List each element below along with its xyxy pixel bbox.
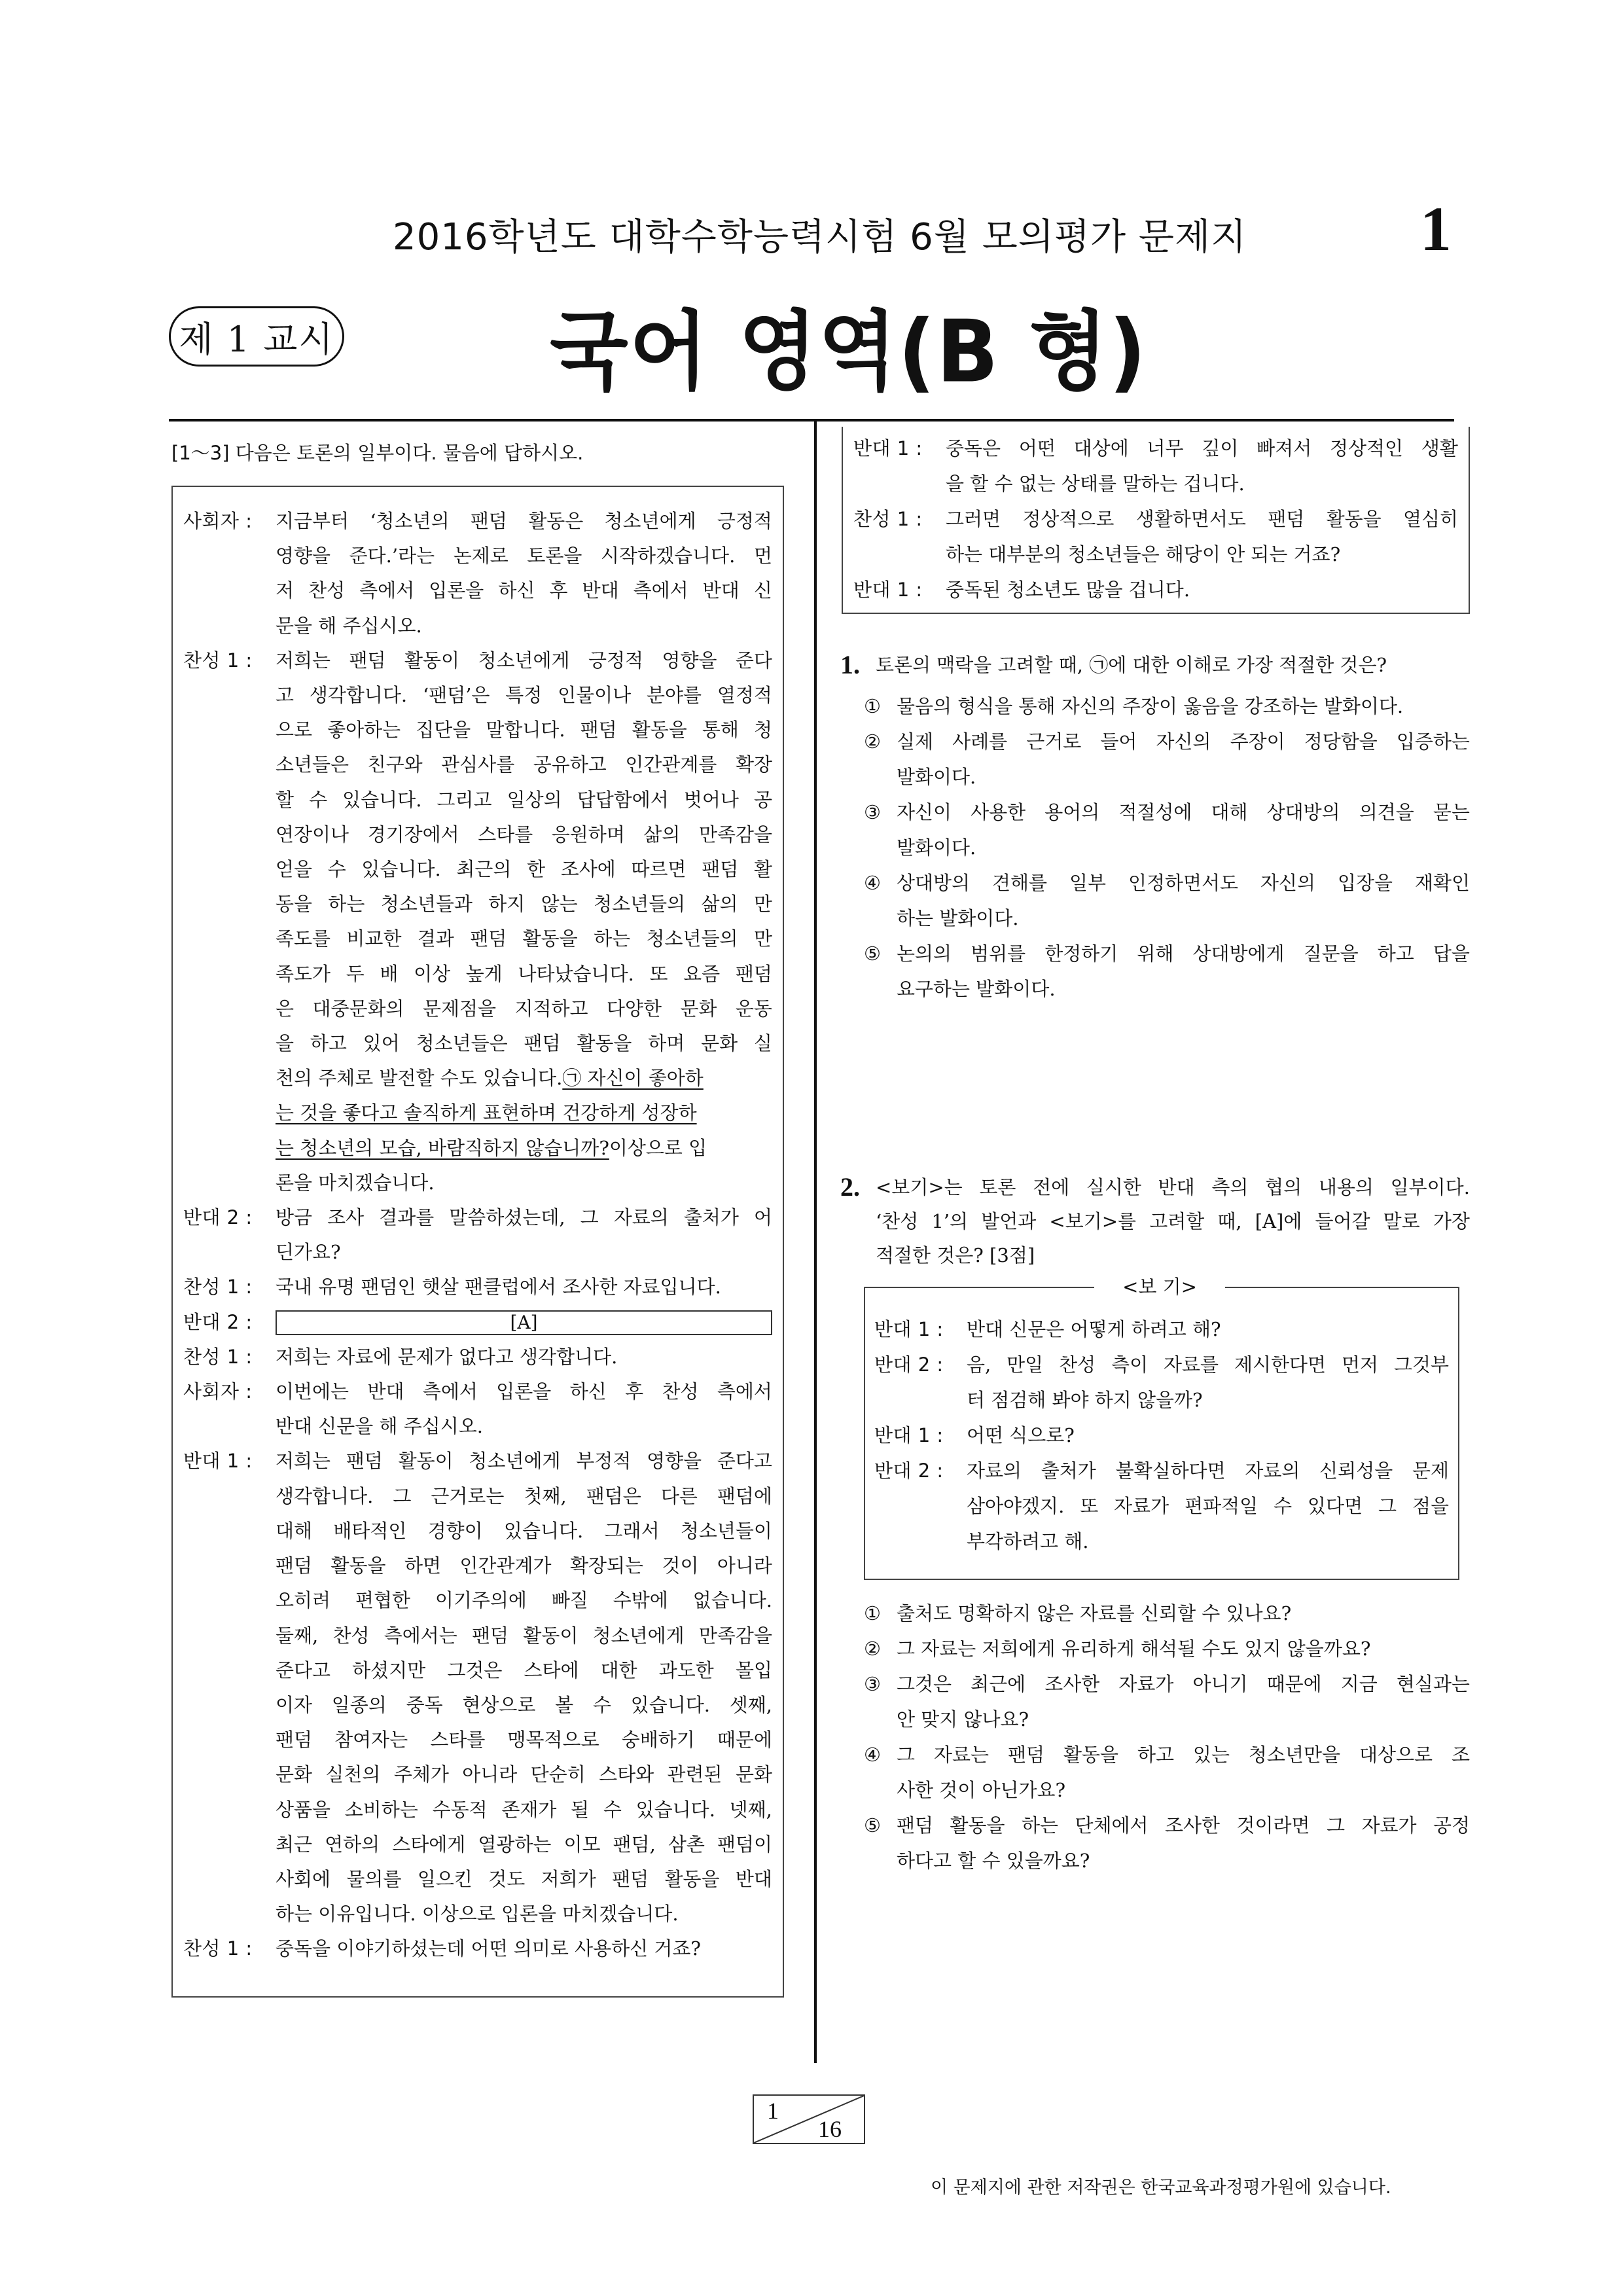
speaker-label: 반대 1 : [874, 1424, 944, 1446]
dialogue-line [183, 678, 772, 713]
speaker-spacer [183, 852, 276, 887]
speaker-label: 반대 2 : [874, 1354, 944, 1376]
choice-number: ④ [864, 1744, 881, 1766]
answer-blank-a: [A] [276, 1310, 772, 1335]
speaker-label: 찬성 1 : [853, 508, 923, 530]
answer-choice [840, 936, 1470, 971]
speaker-label: 사회자 : [183, 1380, 253, 1403]
choice-text: 팬덤 활동을 하는 단체에서 조사한 것이라면 그 자료가 공정 [897, 1814, 1470, 1837]
choice-text-continued: 사한 것이 아닌가요? [897, 1779, 1066, 1801]
column-divider [814, 419, 817, 2063]
dialogue-line-text: 팬덤 활동을 하면 인간관계가 확장되는 것이 아니라 [276, 1554, 772, 1577]
dialogue-line [183, 922, 772, 956]
dialogue-line-text: 최근 연하의 스타에게 열광하는 이모 팬덤, 삼촌 팬덤이 [276, 1833, 772, 1856]
dialogue-text-part: 이상으로 입 [609, 1136, 707, 1159]
speaker-spacer [183, 957, 276, 992]
speaker-label: 찬성 1 : [183, 1345, 253, 1368]
speaker-spacer [183, 1479, 276, 1514]
speaker-label: 반대 2 : [183, 1310, 253, 1333]
dialogue-turn [183, 1270, 772, 1304]
question-2-stem-line: 적절한 것은? [3점] [876, 1244, 1035, 1266]
dialogue-line-text: 하는 이유입니다. 이상으로 입론을 마치겠습니다. [276, 1903, 679, 1926]
dialogue-line-text: 을 할 수 없는 상태를 말하는 겁니다. [946, 473, 1245, 495]
dialogue-line-text: 방금 조사 결과를 말씀하셨는데, 그 자료의 출처가 어 [276, 1206, 772, 1229]
dialogue-line-text: 준다고 하셨지만 그것은 스타에 대한 과도한 몰입 [276, 1659, 772, 1681]
underlined-span-a: 는 청소년의 모습, 바람직하지 않습니까? [276, 1136, 609, 1159]
dialogue-line-text: 대해 배타적인 경향이 있습니다. 그래서 청소년들이 [276, 1519, 772, 1542]
speaker-spacer [183, 1688, 276, 1723]
speaker-spacer [183, 887, 276, 922]
dialogue-line [183, 609, 772, 643]
choice-number: ④ [864, 872, 881, 894]
dialogue-line-text: 문화 실천의 주체가 아니라 단순히 스타와 관련된 문화 [276, 1763, 772, 1786]
question-2-stem-line: ‘찬성 1’의 발언과 <보기>를 고려할 때, [A]에 들어갈 말로 가장 [876, 1210, 1470, 1232]
choice-text: 물음의 형식을 통해 자신의 주장이 옳음을 강조하는 발화이다. [897, 695, 1404, 717]
speaker-spacer [874, 1524, 967, 1559]
speaker-spacer [183, 1793, 276, 1827]
dialogue-turn [874, 1453, 1449, 1488]
speaker-spacer [183, 1235, 276, 1270]
dialogue-line [183, 1619, 772, 1653]
dialogue-line-text: 팬덤 참여자는 스타를 맹목적으로 숭배하기 때문에 [276, 1729, 772, 1751]
speaker-spacer [183, 817, 276, 852]
answer-choice [840, 689, 1470, 724]
dialogue-line-text: 은 대중문화의 문제점을 지적하고 다양한 문화 운동 [276, 997, 772, 1020]
question-2-choices [840, 1596, 1470, 1878]
dialogue-turn [183, 1305, 772, 1340]
dialogue-line-text: 지금부터 ‘청소년의 팬덤 활동은 청소년에게 긍정적 [276, 510, 772, 532]
dialogue-line-text: 이번에는 반대 측에서 입론을 하신 후 찬성 측에서 [276, 1380, 772, 1403]
dialogue-turn [183, 1931, 772, 1966]
speaker-spacer [183, 992, 276, 1026]
dialogue-line [853, 537, 1458, 572]
dialogue-line [183, 1827, 772, 1862]
header-rule [169, 419, 1454, 422]
choice-number: ⑤ [864, 942, 881, 965]
dialogue-line-text: 고 생각합니다. ‘팬덤’은 특정 인물이나 분야를 열정적 [276, 684, 772, 707]
dialogue-line-text: 얻을 수 있습니다. 최근의 한 조사에 따르면 팬덤 활 [276, 858, 772, 881]
dialogue-line [183, 573, 772, 608]
dialogue-line-text: 상품을 소비하는 수동적 존재가 될 수 있습니다. 넷째, [276, 1798, 772, 1821]
dialogue-line-text: 족도를 비교한 결과 팬덤 활동을 하는 청소년들의 만 [276, 927, 772, 950]
answer-choice [840, 1631, 1470, 1666]
question-2-stem [840, 1170, 1470, 1272]
speaker-label: 사회자 : [183, 510, 253, 532]
speaker-spacer [183, 539, 276, 573]
question-2 [840, 1170, 1470, 1878]
dialogue-line-text: 족도가 두 배 이상 높게 나타났습니다. 또 요즘 팬덤 [276, 962, 772, 985]
speaker-label: 찬성 1 : [183, 1276, 253, 1299]
question-2-stem-line-row [840, 1204, 1470, 1238]
choice-text-continued: 하는 발화이다. [897, 907, 1019, 929]
speaker-spacer [183, 573, 276, 608]
question-2-stem-row [840, 1170, 1470, 1204]
choice-number: ② [864, 730, 881, 753]
dialogue-turn [183, 1444, 772, 1479]
dialogue-turn [853, 572, 1458, 607]
dialogue-line [183, 1723, 772, 1757]
question-1-choices [840, 689, 1470, 1007]
bogi-box [864, 1276, 1459, 1580]
choice-text-continued: 발화이다. [897, 766, 976, 788]
choice-number: ③ [864, 801, 881, 823]
choice-number: ⑤ [864, 1814, 881, 1837]
choice-text-continued: 안 맞지 않나요? [897, 1708, 1029, 1731]
dialogue-line [183, 817, 772, 852]
dialogue-turn [853, 431, 1458, 466]
speaker-spacer [183, 1514, 276, 1549]
dialogue-text-part: 천의 주체로 발전할 수도 있습니다. [276, 1067, 563, 1090]
dialogue-line-text: 자료의 출처가 불확실하다면 자료의 신뢰성을 문제 [967, 1460, 1449, 1482]
speaker-spacer [183, 1166, 276, 1200]
choice-text-continued: 하다고 할 수 있을까요? [897, 1850, 1090, 1872]
dialogue-line-text: 연장이나 경기장에서 스타를 응원하며 삶의 만족감을 [276, 823, 772, 846]
choice-number: ② [864, 1638, 881, 1660]
dialogue-line-text [276, 1061, 772, 1096]
speaker-spacer [183, 609, 276, 643]
dialogue-line [183, 1166, 772, 1200]
dialogue-turn [183, 504, 772, 539]
dialogue-line [183, 957, 772, 992]
dialogue-line-text: 하는 대부분의 청소년들은 해당이 안 되는 거죠? [946, 543, 1341, 565]
dialogue-line [874, 1382, 1449, 1418]
dialogue-line-text: 국내 유명 팬덤인 햇살 팬클럽에서 조사한 자료입니다. [276, 1276, 721, 1299]
dialogue-line-text: 론을 마치겠습니다. [276, 1171, 435, 1194]
dialogue-line [183, 1096, 772, 1130]
speaker-spacer [183, 1619, 276, 1653]
dialogue-line-text [276, 1131, 772, 1166]
speaker-spacer [183, 1061, 276, 1096]
dialogue-line [183, 887, 772, 922]
choice-text: 실제 사례를 근거로 들어 자신의 주장이 정당함을 입증하는 [897, 730, 1470, 753]
speaker-label: 찬성 1 : [183, 1937, 253, 1960]
dialogue-line-text: 문을 해 주십시오. [276, 614, 422, 637]
passage-intro: [1～3] 다음은 토론의 일부이다. 물음에 답하시오. [171, 442, 584, 464]
dialogue-turn [874, 1347, 1449, 1382]
bogi-content [865, 1288, 1458, 1559]
choice-text-continued: 발화이다. [897, 836, 976, 859]
dialogue-turn [183, 1340, 772, 1374]
dialogue-line-text: 중독은 어떤 대상에 너무 깊이 빠져서 정상적인 생활 [946, 437, 1458, 459]
choice-number: ① [864, 1602, 881, 1624]
dialogue-line [183, 1514, 772, 1549]
speaker-spacer [183, 1026, 276, 1061]
page-current: 1 [767, 2098, 779, 2124]
dialogue-line-text: 부각하려고 해. [967, 1530, 1089, 1552]
dialogue-line [183, 852, 772, 887]
dialogue-line-text: 중독을 이야기하셨는데 어떤 의미로 사용하신 거죠? [276, 1937, 701, 1960]
answer-choice [840, 865, 1470, 901]
dialogue-line-text: 저희는 자료에 문제가 없다고 생각합니다. [276, 1345, 618, 1368]
speaker-spacer [183, 1096, 276, 1130]
speaker-spacer [183, 1757, 276, 1792]
dialogue-line [183, 1061, 772, 1096]
dialogue-turn [853, 501, 1458, 537]
page-number: 1 [1420, 194, 1452, 264]
speaker-spacer [183, 1131, 276, 1166]
speaker-spacer [183, 1653, 276, 1688]
copyright-notice: 이 문제지에 관한 저작권은 한국교육과정평가원에 있습니다. [931, 2178, 1391, 2198]
speaker-spacer [183, 1549, 276, 1583]
choice-text: 논의의 범위를 한정하기 위해 상대방에게 질문을 하고 답을 [897, 942, 1470, 965]
speaker-spacer [853, 466, 946, 501]
dialogue-line-text: 터 점검해 봐야 하지 않을까? [967, 1389, 1203, 1411]
dialogue-line [183, 783, 772, 817]
dialogue-line-text: 생각합니다. 그 근거로는 첫째, 팬덤은 다른 팬덤에 [276, 1484, 772, 1507]
question-2-stem-line-row [840, 1238, 1470, 1272]
dialogue-line [183, 713, 772, 747]
speaker-label: 찬성 1 : [183, 649, 253, 672]
dialogue-line-text: 할 수 있습니다. 그리고 일상의 답답함에서 벗어나 공 [276, 788, 772, 811]
dialogue-turn [183, 643, 772, 678]
dialogue-line-text: 저희는 팬덤 활동이 청소년에게 긍정적 영향을 준다 [276, 649, 772, 672]
choice-text: 상대방의 견해를 일부 인정하면서도 자신의 입장을 재확인 [897, 872, 1470, 894]
dialogue-line [183, 1583, 772, 1618]
dialogue-line-text: 저희는 팬덤 활동이 청소년에게 부정적 영향을 준다고 [276, 1450, 772, 1473]
dialogue-line-text: 으로 좋아하는 집단을 말합니다. 팬덤 활동을 통해 청 [276, 719, 772, 742]
bogi-label: <보 기> [1094, 1274, 1225, 1300]
answer-choice [840, 1596, 1470, 1631]
speaker-spacer [874, 1382, 967, 1418]
answer-choice [840, 795, 1470, 830]
question-1 [840, 648, 1470, 1007]
debate-passage [171, 486, 784, 1998]
exam-title: 2016학년도 대학수학능력시험 6월 모의평가 문제지 [393, 216, 1247, 259]
dialogue-line-text: 사회에 물의를 일으킨 것도 저희가 팬덤 활동을 반대 [276, 1867, 772, 1890]
dialogue-line [183, 1479, 772, 1514]
subject-title: 국어 영역(B 형) [550, 302, 1148, 403]
speaker-spacer [853, 537, 946, 572]
dialogue-line [183, 1653, 772, 1688]
period-badge: 제 1 교시 [169, 306, 344, 367]
speaker-spacer [183, 922, 276, 956]
dialogue-line-text: 오히려 편협한 이기주의에 빠질 수밖에 없습니다. [276, 1589, 772, 1612]
speaker-spacer [183, 1723, 276, 1757]
speaker-spacer [183, 713, 276, 747]
dialogue-line-text: 반대 신문을 해 주십시오. [276, 1415, 484, 1438]
dialogue-line [183, 1862, 772, 1897]
speaker-label: 반대 1 : [853, 437, 923, 459]
question-2-number: 2. [840, 1172, 860, 1202]
choice-text: 그 자료는 저희에게 유리하게 해석될 수도 있지 않을까요? [897, 1638, 1371, 1660]
speaker-spacer [183, 747, 276, 782]
debate-passage-continued [842, 427, 1470, 614]
question-1-stem: 토론의 맥락을 고려할 때, ㉠에 대한 이해로 가장 적절한 것은? [876, 654, 1387, 676]
speaker-label: 반대 2 : [874, 1460, 944, 1482]
speaker-label: 반대 1 : [183, 1450, 253, 1473]
dialogue-line [183, 1757, 772, 1792]
answer-choice [840, 1666, 1470, 1702]
speaker-label: 반대 1 : [853, 579, 923, 601]
answer-choice [840, 1808, 1470, 1843]
speaker-spacer [183, 678, 276, 713]
question-2-stem-line: <보기>는 토론 전에 실시한 반대 측의 협의 내용의 일부이다. [876, 1176, 1470, 1198]
dialogue-line [183, 1409, 772, 1444]
speaker-label: 반대 1 : [874, 1318, 944, 1340]
dialogue-line-text: 저 찬성 측에서 입론을 하신 후 반대 측에서 반대 신 [276, 579, 772, 602]
choice-text: 그것은 최근에 조사한 자료가 아니기 때문에 지금 현실과는 [897, 1673, 1470, 1695]
dialogue-line [183, 1688, 772, 1723]
dialogue-line [874, 1524, 1449, 1559]
dialogue-line-text: 어떤 식으로? [967, 1424, 1075, 1446]
dialogue-line-text: 이자 일종의 중독 현상으로 볼 수 있습니다. 셋째, [276, 1693, 772, 1716]
speaker-spacer [183, 1862, 276, 1897]
dialogue-line [183, 1131, 772, 1166]
choice-number: ③ [864, 1673, 881, 1695]
underlined-span-a: ㉠ 자신이 좋아하 [562, 1067, 704, 1090]
dialogue-line [183, 1549, 772, 1583]
dialogue-turn [183, 1200, 772, 1235]
speaker-spacer [183, 1897, 276, 1931]
dialogue-turn [874, 1418, 1449, 1453]
dialogue-line-text: 영향을 준다.’라는 논제로 토론을 시작하겠습니다. 먼 [276, 545, 772, 567]
page-total: 16 [818, 2116, 842, 2142]
speaker-spacer [183, 783, 276, 817]
answer-choice [840, 724, 1470, 759]
speaker-spacer [183, 1409, 276, 1444]
speaker-spacer [183, 1583, 276, 1618]
dialogue-line [853, 466, 1458, 501]
choice-number: ① [864, 695, 881, 717]
underlined-span-a: 는 것을 좋다고 솔직하게 표현하며 건강하게 성장하 [276, 1102, 697, 1124]
dialogue-line-text: 소년들은 친구와 관심사를 공유하고 인간관계를 확장 [276, 753, 772, 776]
speaker-spacer [183, 1827, 276, 1862]
dialogue-line [183, 1897, 772, 1931]
choice-text: 그 자료는 팬덤 활동을 하고 있는 청소년만을 대상으로 조 [897, 1744, 1470, 1766]
dialogue-line [183, 992, 772, 1026]
dialogue-line-text: 음, 만일 찬성 측이 자료를 제시한다면 먼저 그것부 [967, 1354, 1449, 1376]
speaker-spacer [874, 1488, 967, 1524]
dialogue-turn [183, 1374, 772, 1409]
dialogue-line-text: 둘째, 찬성 측에서는 팬덤 활동이 청소년에게 만족감을 [276, 1624, 772, 1647]
dialogue-line [183, 1026, 772, 1061]
dialogue-line-text: 동을 하는 청소년들과 하지 않는 청소년들의 삶의 만 [276, 893, 772, 916]
dialogue-line [183, 1235, 772, 1270]
dialogue-line [183, 1793, 772, 1827]
choice-text: 자신이 사용한 용어의 적절성에 대해 상대방의 의견을 묻는 [897, 801, 1470, 823]
dialogue-line [183, 747, 772, 782]
choice-text-continued: 요구하는 발화이다. [897, 978, 1056, 1000]
dialogue-line-text: 중독된 청소년도 많을 겁니다. [946, 579, 1190, 601]
dialogue-turn [874, 1312, 1449, 1347]
dialogue-line [183, 539, 772, 573]
speaker-label: 반대 2 : [183, 1206, 253, 1229]
dialogue-line-text: 딘가요? [276, 1241, 341, 1264]
question-1-number: 1. [840, 650, 860, 679]
dialogue-line-text: 그러면 정상적으로 생활하면서도 팬덤 활동을 열심히 [946, 508, 1458, 530]
dialogue-line-text: 삼아야겠지. 또 자료가 편파적일 수 있다면 그 점을 [967, 1495, 1449, 1517]
choice-text: 출처도 명확하지 않은 자료를 신뢰할 수 있나요? [897, 1602, 1292, 1624]
page-indicator [753, 2094, 865, 2144]
answer-choice [840, 1737, 1470, 1772]
dialogue-line [874, 1488, 1449, 1524]
dialogue-line-text: 을 하고 있어 청소년들은 팬덤 활동을 하며 문화 실 [276, 1032, 772, 1055]
question-1-stem-row [840, 648, 1470, 682]
dialogue-line-text: 반대 신문은 어떻게 하려고 해? [967, 1318, 1221, 1340]
